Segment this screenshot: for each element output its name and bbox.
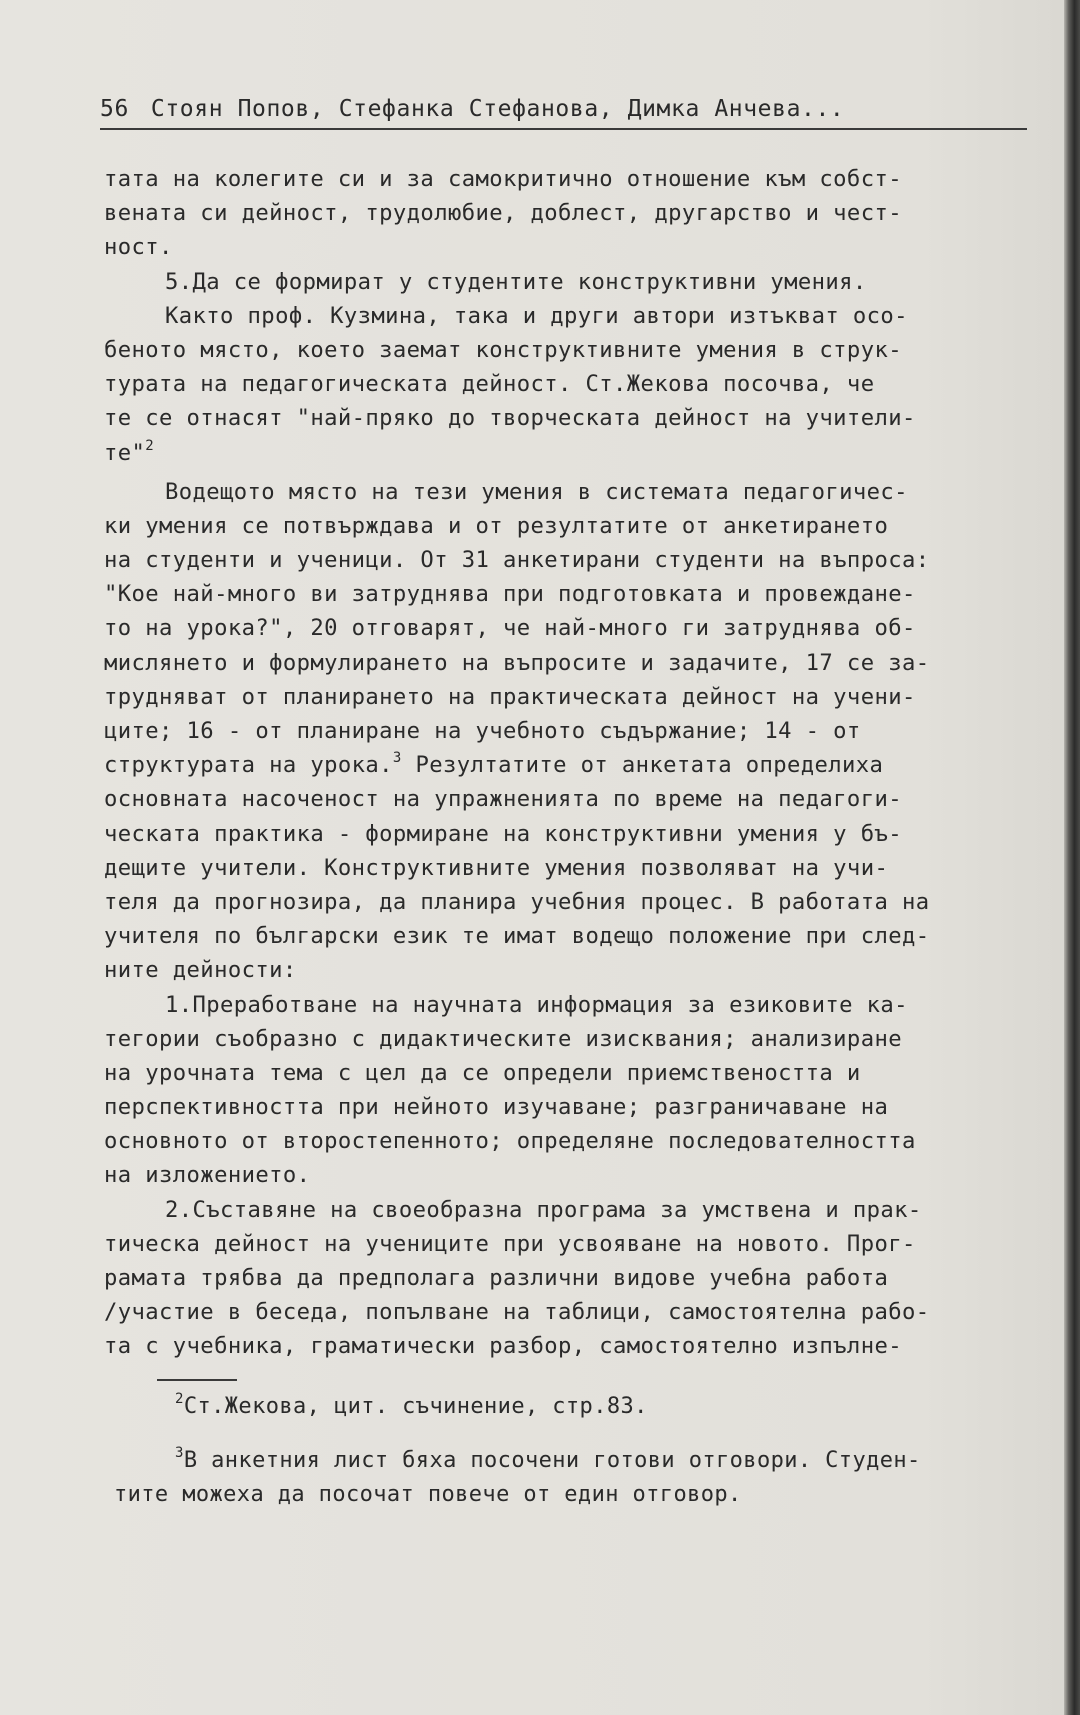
text-fragment: те"	[104, 439, 146, 466]
text-fragment: Резултатите от анкетата определиха	[401, 752, 884, 779]
page-number: 56	[100, 96, 129, 122]
text-line: теля да прогнозира, да планира учебния процес. В работата на	[104, 888, 930, 915]
footnote-2	[114, 1390, 1034, 1424]
text-line: основното от второстепенното; определяне последователността	[104, 1128, 916, 1155]
text-line: турата на педагогическата дейност. Ст.Жекова посочва, че	[104, 371, 875, 398]
footnote-mark: 3	[175, 1445, 184, 1461]
footnote-text: Ст.Жекова, цит. съчинение, стр.83.	[183, 1394, 648, 1419]
footnote-3	[114, 1444, 1034, 1478]
text-line: перспективността при нейното изучаване; разграничаване на	[104, 1094, 889, 1121]
text-line: ческата практика - формиране на конструктивни умения у бъ-	[104, 820, 902, 847]
text-line: 1.Преработване на научната информация за езиковите ка-	[165, 991, 908, 1018]
text-line	[104, 436, 1039, 470]
text-line: основната насоченост на упражненията по време на педагоги-	[104, 786, 902, 813]
text-line: 5.Да се формират у студентите конструктивни умения.	[165, 268, 867, 295]
text-line: учителя по български език те имат водещо положение при след-	[104, 923, 930, 950]
footnote-mark: 2	[175, 1391, 184, 1407]
text-line: 2.Съставяне на своеобразна програма за умствена и прак-	[165, 1196, 922, 1223]
text-line: на урочната тема с цел да се определи приемствеността и	[104, 1059, 861, 1086]
text-line: /участие в беседа, попълване на таблици, самостоятелна рабо-	[104, 1299, 930, 1326]
text-fragment: структурата на урока.	[104, 752, 393, 779]
header-authors: Стоян Попов, Стефанка Стефанова, Димка Анчева...	[150, 96, 845, 122]
text-line: тегории съобразно с дидактическите изисквания; анализиране	[104, 1025, 902, 1052]
text-line: ност.	[104, 234, 173, 261]
text-line: Както проф. Кузмина, така и други автори изтъкват осо-	[165, 302, 908, 329]
text-line: рамата трябва да предполага различни видове учебна работа	[104, 1265, 889, 1291]
text-line: мислянето и формулирането на въпросите и задачите, 17 се за-	[104, 649, 930, 676]
text-line: ните дейности:	[104, 957, 297, 984]
running-header	[100, 96, 1027, 130]
text-line: вената си дейност, трудолюбие, доблест, другарство и чест-	[104, 200, 902, 227]
footnotes	[114, 1390, 1034, 1512]
footnote-ref-3: 3	[392, 750, 402, 767]
footnote-separator	[157, 1379, 237, 1381]
text-line: беното място, което заемат конструктивните умения в струк-	[104, 336, 902, 363]
text-line: дещите учители. Конструктивните умения позволяват на учи-	[104, 854, 889, 881]
footnote-3-continuation: тите можеха да посочат повече от един отговор.	[114, 1482, 742, 1507]
footnote-ref-2: 2	[145, 437, 155, 454]
text-line: на изложението.	[104, 1162, 311, 1189]
text-line: Водещото място на тези умения в системата педагогичес-	[165, 478, 908, 505]
body-text	[104, 162, 1039, 1364]
text-line	[104, 748, 1039, 782]
text-line: на студенти и ученици. От 31 анкетирани студенти на въпроса:	[104, 547, 930, 574]
book-spine-shadow	[1064, 0, 1080, 1715]
text-line: та с учебника, граматически разбор, самостоятелно изпълне-	[104, 1333, 902, 1360]
text-line: ците; 16 - от планиране на учебното съдържание; 14 - от	[104, 718, 861, 744]
text-line: то на урока?", 20 отговарят, че най-много ги затруднява об-	[104, 615, 916, 642]
text-line: тическа дейност на учениците при усвояване на новото. Прог-	[104, 1230, 916, 1257]
text-line: тата на колегите си и за самокритично отношение към собст-	[104, 166, 902, 192]
text-line: трудняват от планирането на практическата дейност на учени-	[104, 683, 916, 710]
footnote-text: В анкетния лист бяха посочени готови отговори. Студен-	[183, 1448, 921, 1473]
text-line: "Кое най-много ви затруднява при подготовката и провеждане-	[104, 581, 916, 608]
text-line: те се отнасят "най-пряко до творческата дейност на учители-	[104, 405, 916, 432]
text-line: ки умения се потвърждава и от резултатите от анкетирането	[104, 512, 889, 539]
